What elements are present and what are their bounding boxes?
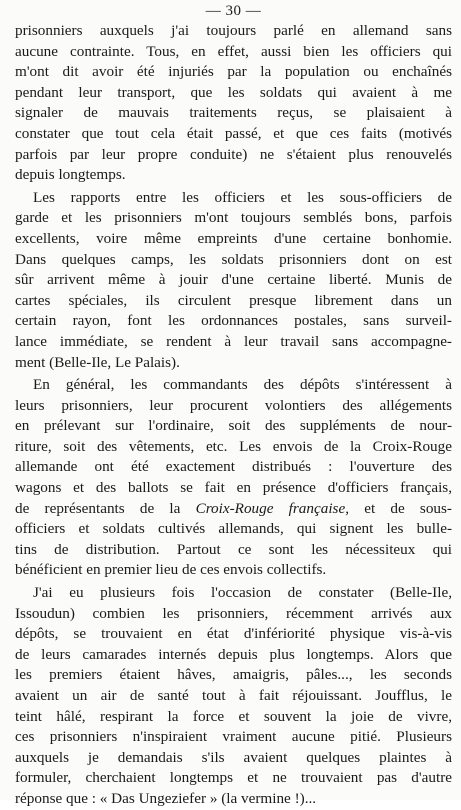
- text-line-mixed: [15, 499, 452, 520]
- text-line: bénéficient en premier lieu de ces envois collectifs.: [15, 561, 327, 579]
- text-line: officiers et soldats cultivés allemands, qui signent les bulle-: [15, 520, 452, 538]
- text-line: certain rayon, font les ordonnances postales, sans surveil-: [15, 312, 452, 330]
- text-line: Dans quelques camps, les soldats prisonniers dont on est: [15, 250, 452, 268]
- text-line: cartes spéciales, ils circulent presque librement dans un: [15, 291, 452, 309]
- paragraph-2: [15, 188, 452, 373]
- text-line: formuler, cherchaient longtemps et ne trouvaient pas d'autre: [15, 769, 452, 787]
- paragraph-1: [15, 21, 452, 186]
- text-line: Les rapports entre les officiers et les sous-officiers de: [33, 188, 452, 206]
- page-number: — 30 —: [205, 3, 262, 19]
- text-segment: , et de sous-: [345, 499, 452, 517]
- text-line: allemande ont été exactement distribués : l'ouverture des: [15, 458, 452, 476]
- text-line: J'ai eu plusieurs fois l'occasion de constater (Belle-Ile,: [33, 584, 452, 602]
- text-line: tins de distribution. Partout ce sont les nécessiteux qui: [15, 540, 452, 558]
- text-line: signaler de mauvais traitements reçus, se plaisaient à: [15, 104, 452, 122]
- text-line: constater que tout cela était passé, et que ces faits (motivés: [15, 124, 452, 142]
- text-line: de leurs camarades internés depuis plus longtemps. Alors que: [15, 645, 452, 663]
- text-line: en prélevant sur l'ordinaire, soit des suppléments de nour-: [15, 417, 452, 435]
- text-line: avaient un air de santé tout à fait réjouissant. Joufflus, le: [15, 687, 452, 704]
- text-line: parfois par leur propre conduite) ne s'étaient plus renouvelés: [15, 145, 452, 163]
- text-line: Issoudun) combien les prisonniers, récemment arrivés aux: [15, 604, 452, 622]
- text-segment: de représentants de la: [15, 499, 196, 517]
- text-line: garde et les prisonniers m'ont toujours semblés bons, parfois: [15, 209, 452, 227]
- text-line: prisonniers auxquels j'ai toujours parlé en allemand sans: [15, 22, 452, 39]
- italic-text: Croix-Rouge française: [195, 499, 346, 517]
- text-line: wagons et des ballots se fait en présence d'officiers français,: [15, 479, 452, 497]
- text-line: En général, les commandants des dépôts s'intéressent à: [33, 376, 452, 394]
- text-line: dépôts, se trouvaient en état d'infériorité physique vis-à-vis: [15, 625, 452, 643]
- text-line: m'ont dit avoir été injuriés par la population ou enchaînés: [15, 63, 452, 81]
- text-line: réponse que : « Das Ungeziefer » (la vermine !)...: [15, 789, 317, 807]
- text-line: teint hâlé, respirant la force et souvent la joie de vivre,: [15, 707, 452, 725]
- text-line: aucune contrainte. Tous, en effet, aussi bien les officiers qui: [15, 42, 452, 60]
- text-line: pendant leur transport, que les soldats qui avaient à me: [15, 83, 452, 101]
- text-line: riture, soit des vêtements, etc. Les envois de la Croix-Rouge: [15, 437, 452, 455]
- paragraph-3: [15, 375, 452, 581]
- text-line: ment (Belle-Ile, Le Palais).: [15, 353, 180, 371]
- text-line: ces prisonniers n'inspiraient vraiment aucune pitié. Plusieurs: [15, 728, 452, 746]
- text-line: lance immédiate, se rendent à leur travail sans accompagne-: [15, 332, 452, 350]
- paragraph-4: [15, 583, 452, 810]
- text-line: depuis longtemps.: [15, 166, 126, 184]
- text-line: leurs prisonniers, leur procurent volontiers des allégements: [15, 396, 452, 414]
- text-line: excellents, voire même empreints d'une certaine bonhomie.: [15, 229, 452, 247]
- text-line: les premiers étaient hâves, amaigris, pâles..., les seconds: [15, 666, 452, 684]
- text-line: sûr arrivent même à jouir d'une certaine liberté. Munis de: [15, 271, 452, 289]
- text-line: auxquels je demandais s'ils avaient quelques plaintes à: [15, 748, 452, 766]
